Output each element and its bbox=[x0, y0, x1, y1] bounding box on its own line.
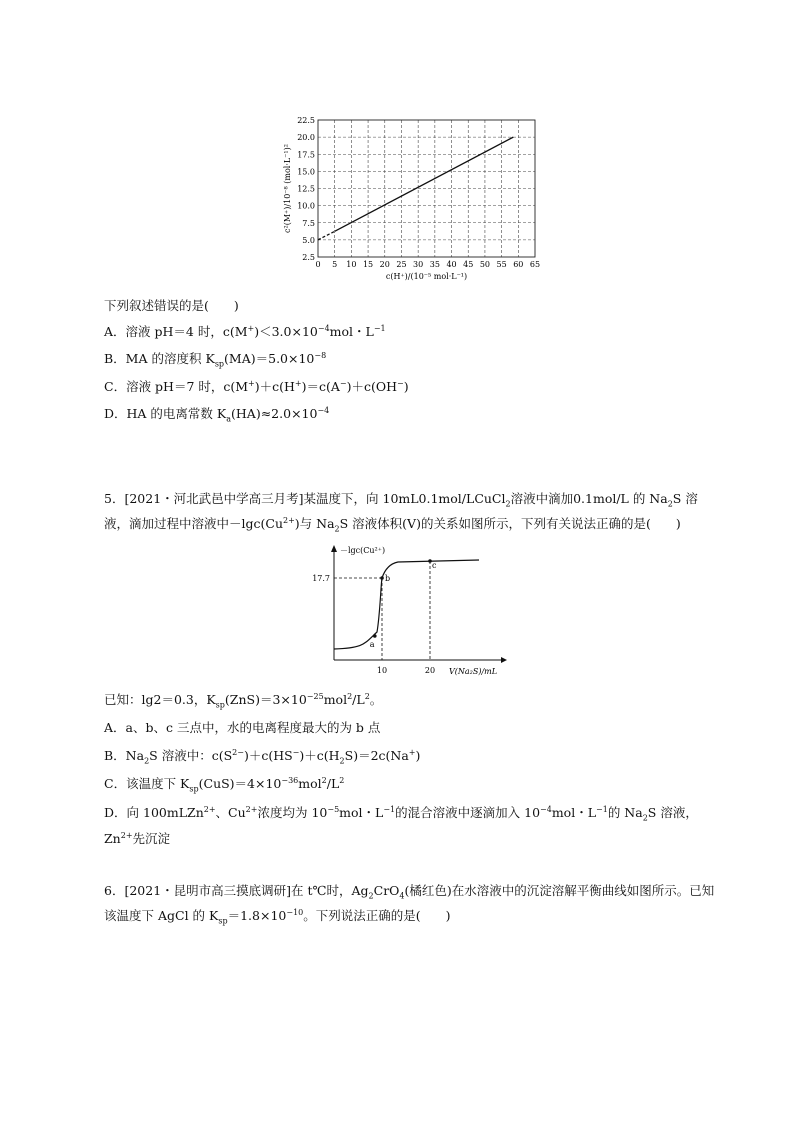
x-tick-label: 50 bbox=[479, 260, 491, 269]
titration-curve bbox=[334, 560, 479, 649]
x-tick-label: 35 bbox=[429, 260, 440, 269]
point-b-label: b bbox=[385, 574, 391, 583]
x-tick-label: 55 bbox=[496, 260, 507, 269]
y-tick-label: 22.5 bbox=[297, 116, 315, 125]
q5-option-a: A．a、b、c 三点中，水的电离程度最大的为 b 点 bbox=[104, 720, 381, 735]
series-line bbox=[335, 137, 514, 231]
q4-stem: 下列叙述错误的是( ) bbox=[104, 298, 239, 313]
x-tick-label: 5 bbox=[332, 260, 338, 269]
chart-2 bbox=[304, 542, 514, 682]
q4-option-a: A．溶液 pH＝4 时，$c(M^+)<3.0\times 10^{-4}mol$・$L^{-1}$ bbox=[104, 323, 386, 339]
y-axis-label: c²(M⁺)/10⁻⁸ (mol·L⁻¹)² bbox=[283, 144, 292, 233]
point-b bbox=[380, 576, 384, 580]
q5-known: 已知：lg2＝0.3，$K_{sp}(ZnS)=3\times 10^{-25}mol^2/L^2$。 bbox=[104, 691, 383, 710]
y-tick-label: 5.0 bbox=[302, 235, 315, 245]
x-tick-label: 45 bbox=[463, 260, 474, 269]
y-axis-label: －lgc(Cu²⁺) bbox=[340, 546, 386, 555]
y-tick-label: 20.0 bbox=[297, 133, 315, 143]
y-tick-label: 15.0 bbox=[297, 167, 315, 177]
x-tick-label: 0 bbox=[315, 260, 321, 269]
x-tick-label: 20 bbox=[379, 260, 390, 269]
point-a-label: a bbox=[369, 640, 375, 649]
y-tick-label: 17.5 bbox=[297, 150, 315, 160]
x-tick-label: 10 bbox=[346, 260, 357, 269]
x-tick-label: 30 bbox=[413, 260, 424, 269]
y-axis-arrow bbox=[331, 545, 337, 552]
series-line bbox=[318, 231, 335, 240]
x-axis-label: V(Na₂S)/mL bbox=[449, 667, 498, 676]
x-axis-label: c(H⁺)/(10⁻⁵ mol·L⁻¹) bbox=[385, 272, 468, 281]
point-a bbox=[373, 634, 377, 638]
q5-option-c: C．该温度下 $K_{sp}(CuS)=4\times 10^{-36}mol^2/L^2$ bbox=[104, 775, 345, 794]
q4-option-b: B．MA 的溶度积 $K_{sp}(MA)=5.0\times 10^{-8}$ bbox=[104, 350, 327, 369]
y-tick-label: 12.5 bbox=[297, 184, 315, 194]
point-c-label: c bbox=[432, 561, 437, 570]
x-tick-label: 40 bbox=[446, 260, 457, 269]
x-tick-label: 10 bbox=[376, 666, 388, 675]
q5-option-b: B．$Na_2S$ 溶液中：$c(S^{2-})+c(HS^-)+c(H_2S)=2c(Na^+)$ bbox=[104, 747, 421, 766]
x-tick-label: 65 bbox=[529, 260, 541, 269]
q4-option-d: D．HA 的电离常数 $K_a(HA)\approx 2.0\times 10^{-4}$ bbox=[104, 405, 330, 424]
q6-stem: 6．[2021・昆明市高三摸底调研]在 t℃时，$Ag_2CrO_4$(橘红色)在水溶液中的沉淀溶解平衡曲线如图所示。已知该温度下 AgCl 的 $K_{sp}=1.8\times 10^{-10}$。下列说法正确的是( ) bbox=[104, 883, 715, 926]
y-tick-label: 17.7 bbox=[312, 574, 330, 583]
x-tick-label: 15 bbox=[362, 260, 374, 269]
x-axis-arrow bbox=[501, 657, 507, 663]
y-tick-label: 7.5 bbox=[302, 218, 315, 228]
q4-option-c: C．溶液 pH＝7 时，c(M+)＋c(H+)＝c(A−)＋c(OH−) bbox=[104, 378, 409, 394]
q5-option-d: D．向 100mLZn$^{2+}$、$Cu^{2+}$浓度均为 $10^{-5}mol$・$L^{-1}$的混合溶液中逐滴加入 $10^{-4}mol$・$L^{-1}$的 $Na_2S$ 溶液，$Zn^{2+}$先沉淀 bbox=[104, 804, 698, 846]
q5-stem: 5．[2021・河北武邑中学高三月考]某温度下，向 10mL0.1mol/LCuCl$_2$溶液中滴加0.1mol/L 的 $Na_2S$ 溶液，滴加过程中溶液中$-\lg c(Cu^{2+})$与 $Na_2S$ 溶液体积(V)的关系如图所示，下列有关说法正确的是( ) bbox=[104, 491, 698, 534]
x-tick-label: 60 bbox=[513, 260, 524, 269]
x-tick-label: 20 bbox=[424, 666, 436, 675]
x-tick-label: 25 bbox=[396, 260, 407, 269]
y-tick-label: 2.5 bbox=[302, 253, 315, 262]
chart-1 bbox=[280, 112, 542, 290]
y-tick-label: 10.0 bbox=[297, 201, 315, 211]
